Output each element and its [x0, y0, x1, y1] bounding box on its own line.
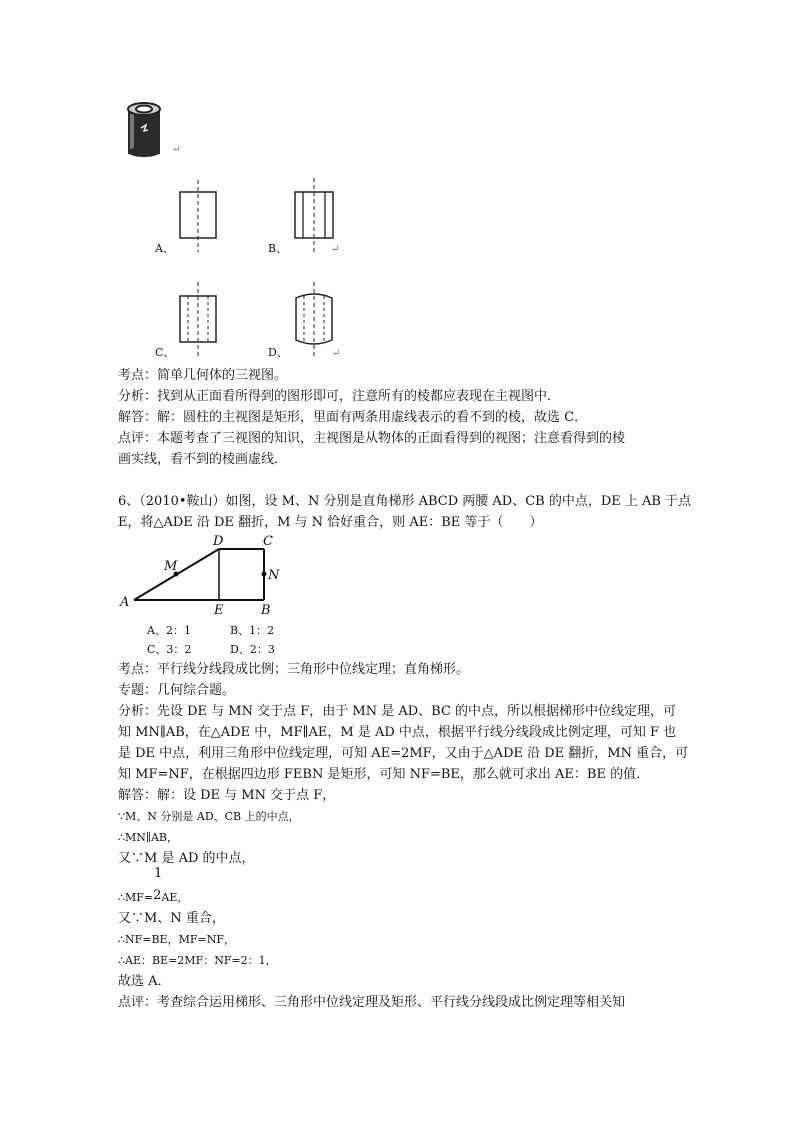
q6-option-b[interactable]: B、1：2 [230, 624, 275, 637]
fraction-numerator: 1 [154, 866, 163, 881]
q6-dianping: 点评：考查综合运用梯形、三角形中位线定理及矩形、平行线分线段成比例定理等相关知 [118, 995, 626, 1010]
q6-zhuanti: 专题：几何综合题。 [118, 683, 236, 698]
q6-step-8: 故选 A． [118, 974, 171, 989]
ae-text: AE， [161, 891, 189, 904]
label-a: A [120, 595, 130, 610]
hollow-cylinder-figure [124, 100, 174, 160]
q5-jieda: 解答：解：圆柱的主视图是矩形，里面有两条用虚线表示的看不到的棱，故选 C． [118, 410, 588, 425]
q6-option-d[interactable]: D、2：3 [230, 643, 275, 656]
label-n: N [268, 568, 280, 583]
q5-dianping-1: 点评：本题考查了三视图的知识，主视图是从物体的正面看得到的视图；注意看得到的棱 [118, 431, 626, 446]
q6-fenxi-3: 是 DE 中点，利用三角形中位线定理，可知 AE=2MF，又由于△ADE 沿 DE 翻折，MN 重合，可 [118, 746, 689, 761]
point-n [262, 572, 267, 577]
cylinder-bottom [128, 147, 160, 157]
q6-fenxi-2: 知 MN∥AB，在△ADE 中，MF∥AE，M 是 AD 中点，根据平行线分线段成比例定理，可知 F 也 [118, 725, 677, 740]
option-c-label[interactable]: C、 [155, 346, 175, 359]
q6-fenxi-1: 分析：先设 DE 与 MN 交于点 F，由于 MN 是 AD、BC 的中点，所以根据梯形中位线定理，可 [118, 704, 677, 719]
q6-step-2: ∴MN∥AB， [118, 831, 178, 844]
q6-option-a[interactable]: A、2：1 [147, 624, 191, 637]
q6-step-4 [118, 888, 188, 908]
q6-step-7: ∴AE：BE=2MF：NF=2：1， [118, 954, 277, 967]
trapezoid-figure [118, 532, 288, 616]
q6-jieda: 解答：解：设 DE 与 MN 交于点 F， [118, 788, 336, 803]
q6-stem-1: 6、（2010•鞍山）如图，设 M、N 分别是直角梯形 ABCD 两腰 AD、CB 的中点，DE 上 AB 于点 [118, 494, 692, 509]
q5-kaodian: 考点：简单几何体的三视图。 [118, 368, 288, 383]
label-d: D [213, 534, 224, 549]
option-a-figure [170, 180, 230, 252]
q5-dianping-2: 画实线，看不到的棱画虚线． [118, 452, 288, 467]
label-c: C [263, 534, 273, 549]
q6-stem-2: E，将△ADE 沿 DE 翻折，M 与 N 恰好重合，则 AE：BE 等于（ ） [118, 515, 543, 530]
mf-equals: ∴MF= [118, 891, 154, 904]
q6-kaodian: 考点：平行线分线段成比例；三角形中位线定理；直角梯形。 [118, 662, 470, 677]
fraction-denominator: 2 [153, 888, 162, 903]
label-m: M [164, 559, 178, 574]
label-e: E [214, 603, 224, 616]
q6-step-6: ∴NF=BE，MF=NF， [118, 933, 235, 946]
q6-step-5: 又∵M、N 重合， [118, 911, 225, 926]
cylinder-highlight [130, 114, 134, 150]
q6-option-c[interactable]: C、3：2 [147, 643, 192, 656]
cylinder-hole [136, 106, 152, 113]
q6-step-3: 又∵M 是 AD 的中点， [118, 851, 255, 866]
option-b-label[interactable]: B、 ↵ [268, 242, 340, 255]
option-c-figure [170, 282, 230, 356]
q6-step-1: ∵M、N 分别是 AD、CB 上的中点， [118, 810, 300, 823]
option-a-label[interactable]: A、 [155, 242, 174, 255]
option-d-label[interactable]: D、 ↵ [268, 346, 341, 359]
q5-fenxi: 分析：找到从正面看所得到的图形即可，注意所有的棱都应表现在主视图中． [118, 389, 561, 404]
label-b: B [261, 603, 271, 616]
q6-fenxi-4: 知 MF=NF，在根据四边形 FEBN 是矩形，可知 NF=BE，那么就可求出 AE：BE 的值． [118, 767, 650, 782]
solid-return-mark: ↵ [172, 144, 181, 155]
